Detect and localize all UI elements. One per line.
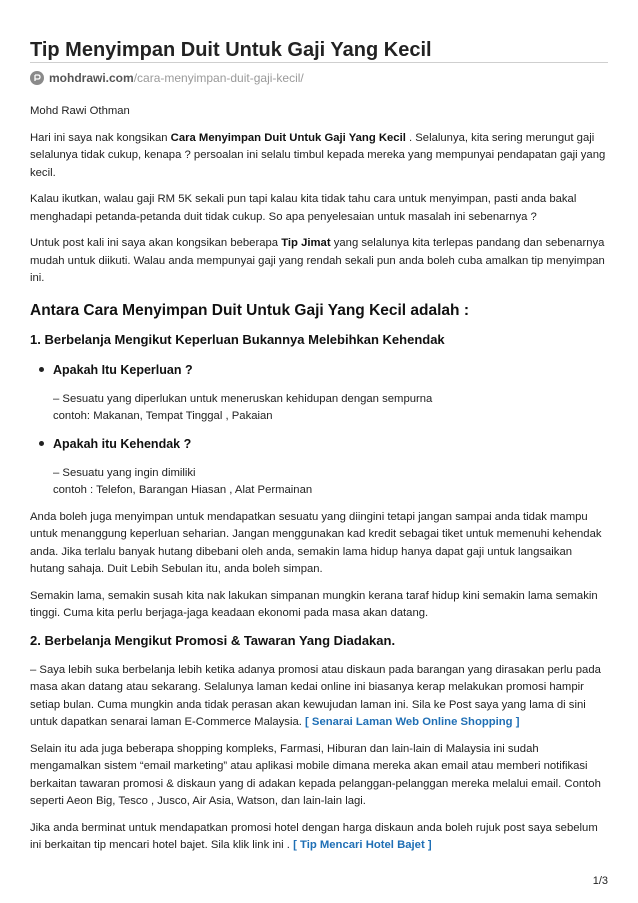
title-divider (30, 62, 608, 63)
page-number: 1/3 (592, 875, 608, 887)
source-path[interactable]: /cara-menyimpan-duit-gaji-kecil/ (133, 71, 304, 85)
intro-tip-jimat: Tip Jimat (281, 237, 331, 249)
intro-paragraph-3: Untuk post kali ini saya akan kongsikan beberapa Tip Jimat yang selalunya kita terlepas pandang dan sebenarnya mudah untuk diikuti. Walau anda mempunyai gaji yang rendah sekali pun anda boleh cuba amalkan tip menyimpan ini. (30, 237, 605, 284)
intro-paragraph-2: Kalau ikutkan, walau gaji RM 5K sekali pun tapi kalau kita tidak tahu cara untuk menyimpan, pasti anda bakal menghadapi petanda-petanda duit tidak cukup. So apa penyelesaian untuk masalah ini sebenarnya ? (30, 193, 577, 223)
source-link-icon (30, 71, 44, 85)
bullet-icon (39, 441, 44, 446)
tip1-sub1-line2: contoh: Makanan, Tempat Tinggal , Pakaian (53, 409, 273, 422)
page-title: Tip Menyimpan Duit Untuk Gaji Yang Kecil (30, 39, 432, 61)
intro-bold-phrase: Cara Menyimpan Duit Untuk Gaji Yang Kecil (170, 131, 406, 144)
tip1-paragraph-2: Semakin lama, semakin susah kita nak lakukan simpanan mungkin kerana taraf hidup kini semakin lama semakin tinggi. Cuma kita perlu berjaga-jaga keadaan ekonomi pada masa akan datang. (30, 589, 598, 619)
tip1-sub1-title: Apakah Itu Keperluan ? (53, 362, 193, 377)
tip2-paragraph-3: Jika anda berminat untuk mendapatkan promosi hotel dengan harga diskaun anda boleh rujuk post saya sebelum ini berkaitan tip mencari hotel bajet. Sila klik link ini . [ Tip Mencari Hotel Bajet ] (30, 821, 598, 851)
bullet-icon (39, 367, 44, 372)
tip1-sub2 (39, 435, 608, 453)
tip1-paragraph-1: Anda boleh juga menyimpan untuk mendapatkan sesuatu yang diingini tetapi jangan sampai anda tidak mampu untuk menanggung keperluan seharian. Jangan menggunakan kad kredit sebagai tiket untuk memenuhi kehendak anda. Jika terlalu banyak hutang dibebani oleh anda, semakin lama hidup hanya dapat gaji untuk langsaikan hutang sahaja. Duit Lebih Sebulan itu, anda boleh simpan. (30, 510, 602, 575)
tip2-paragraph-1: – Saya lebih suka berbelanja lebih ketika adanya promosi atau diskaun pada barangan yang dirasakan perlu pada masa akan datang atau sekarang. Selalunya laman kedai online ini biasanya kerap melakukan promosi hampir setiap bulan. Cuma mungkin anda tidak perasan akan kewujudan laman ini. Sila ke Post saya yang lama di sini untuk dapatkan senarai laman E-Commerce Malaysia. [ Senarai Laman Web Online Shopping ] (30, 663, 601, 728)
tip1-sub1-detail (53, 391, 608, 425)
online-shopping-link[interactable]: [ Senarai Laman Web Online Shopping ] (305, 716, 520, 728)
tip1-sub2-title: Apakah itu Kehendak ? (53, 436, 192, 451)
tip1-heading: 1. Berbelanja Mengikut Keperluan Bukannya Melebihkan Kehendak (30, 331, 445, 347)
tip2-paragraph-2: Selain itu ada juga beberapa shopping kompleks, Farmasi, Hiburan dan lain-lain di Malaysia ini sudah mengamalkan sistem “email marketing” atau aplikasi mobile dimana mereka akan email atau memberi notifikasi berkaitan tawaran promosi & diskaun yang di adakan kepada pelanggan-pelanggan mereka melalui email. Contoh seperti Aeon Big, Tesco , Jusco, Air Asia, Watson, dan lain-lain lagi. (30, 742, 601, 807)
section-heading: Antara Cara Menyimpan Duit Untuk Gaji Yang Kecil adalah : (30, 301, 469, 319)
source-domain[interactable]: mohdrawi.com (49, 71, 134, 85)
tip1-sub2-line1: – Sesuatu yang ingin dimiliki (53, 466, 196, 479)
tip1-sub1 (39, 361, 608, 379)
tip2-heading: 2. Berbelanja Mengikut Promosi & Tawaran Yang Diadakan. (30, 632, 396, 648)
tip1-sub2-line2: contoh : Telefon, Barangan Hiasan , Alat Permainan (53, 483, 313, 496)
hotel-bajet-link[interactable]: [ Tip Mencari Hotel Bajet ] (293, 839, 432, 851)
tip1-sub2-detail (53, 465, 608, 499)
tip1-sub1-line1: – Sesuatu yang diperlukan untuk meneruskan kehidupan dengan sempurna (53, 392, 433, 405)
author-name: Mohd Rawi Othman (30, 105, 130, 117)
intro-paragraph-1: Hari ini saya nak kongsikan Cara Menyimpan Duit Untuk Gaji Yang Kecil . Selalunya, kita sering merungut gaji selalunya tidak cukup, kenapa ? persoalan ini selalu timbul kepada mereka yang mempunyai pendapatan gaji yang kecil. (30, 131, 606, 179)
source-line (30, 70, 304, 86)
article-body (30, 103, 608, 864)
